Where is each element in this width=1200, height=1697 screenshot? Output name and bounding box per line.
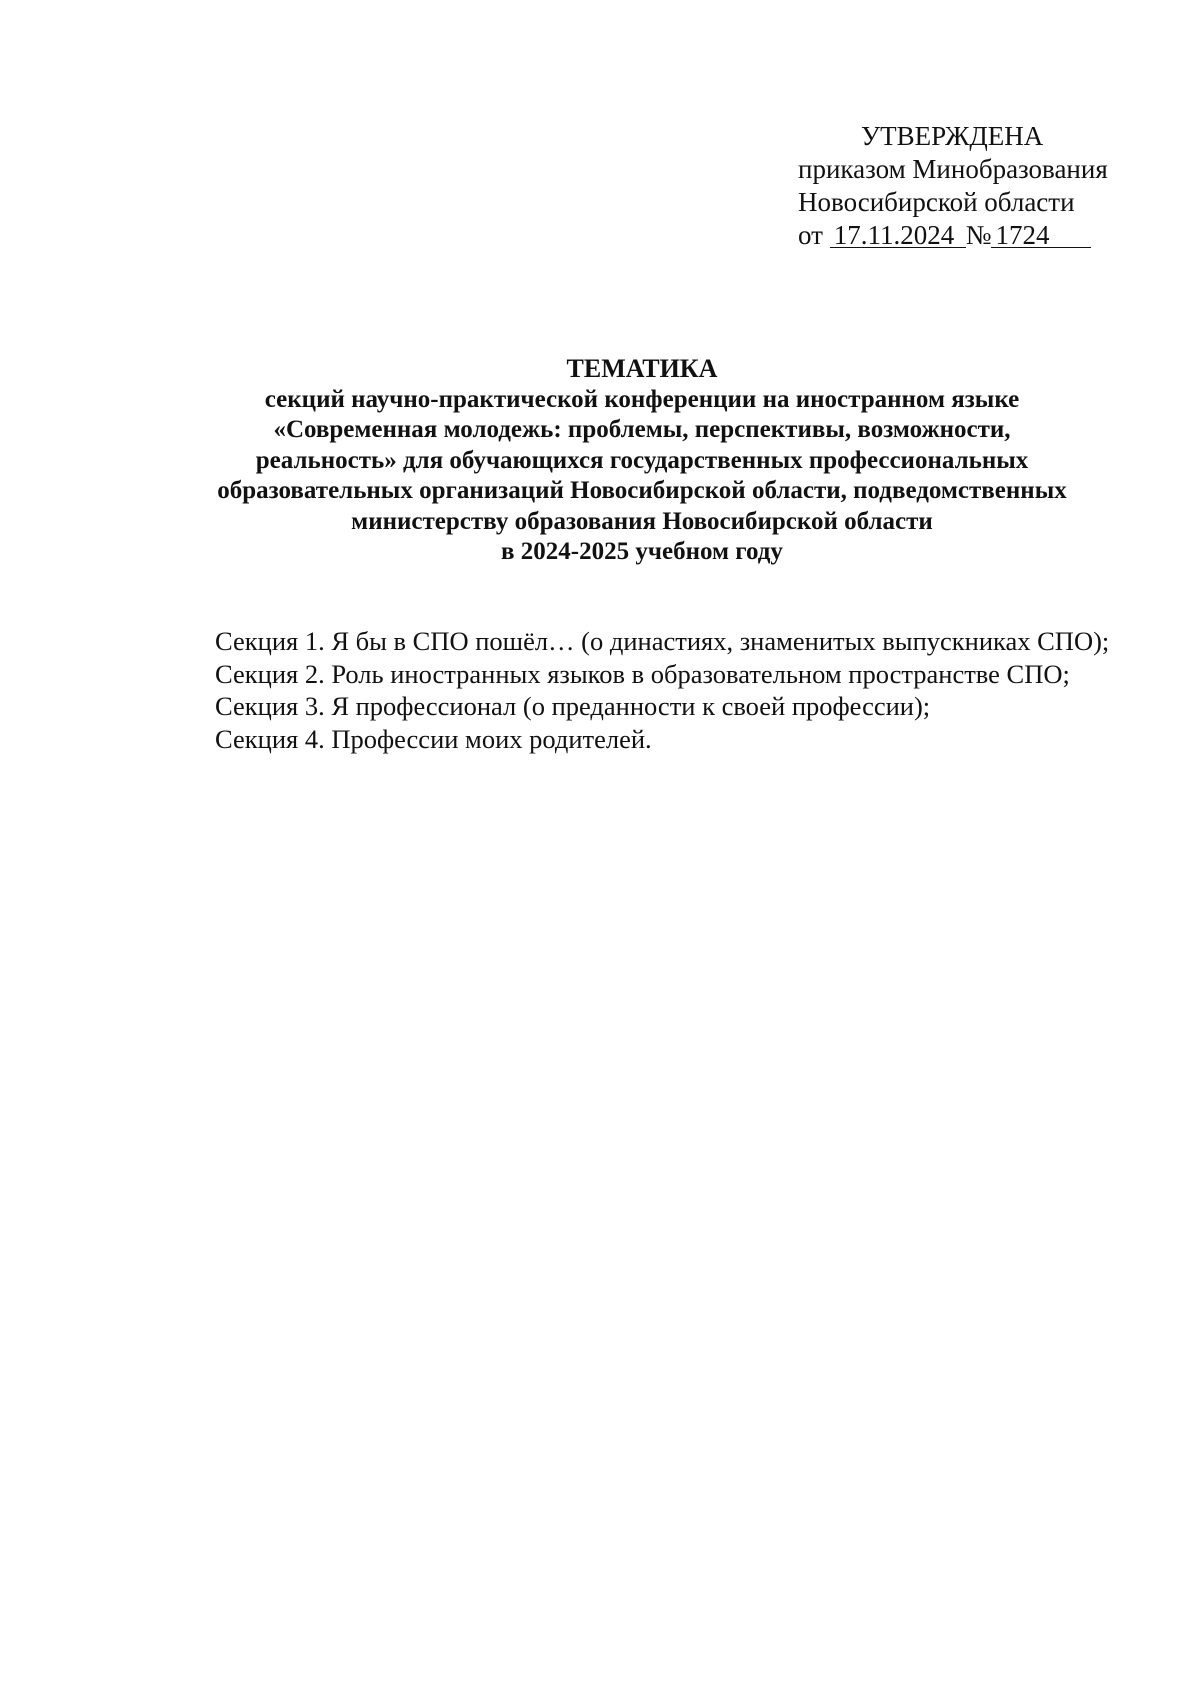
approval-number: 1724	[991, 223, 1091, 248]
approval-line-region: Новосибирской области	[798, 187, 1075, 217]
document-subtitle-line: секций научно-практической конференции на иностранном языке	[264, 385, 1020, 413]
document-subtitle-line: реальность» для обучающихся государственных профессиональных	[255, 446, 1029, 474]
approval-date-number	[798, 219, 1138, 252]
document-subtitle-line: образовательных организаций Новосибирской области, подведомственных	[217, 477, 1067, 504]
approval-line-order: приказом Минобразования	[798, 154, 1108, 184]
approval-from-label: от	[798, 220, 823, 250]
document-title-block	[120, 354, 1164, 568]
document-title: ТЕМАТИКА	[566, 354, 718, 383]
document-subtitle-line: министерству образования Новосибирской области	[351, 507, 933, 535]
approval-stamp-block	[798, 120, 1138, 252]
approval-date: 17.11.2024	[830, 223, 966, 248]
section-item: Секция 3. Я профессионал (о преданности к своей профессии);	[215, 691, 931, 721]
approval-heading: УТВЕРЖДЕНА	[861, 121, 1044, 151]
document-subtitle-line: «Современная молодежь: проблемы, перспективы, возможности,	[273, 416, 1011, 443]
approval-number-sign: №	[965, 220, 992, 250]
section-item: Секция 4. Профессии моих родителей.	[215, 723, 652, 754]
sections-list	[143, 625, 1132, 755]
section-item: Секция 2. Роль иностранных языков в образовательном пространстве СПО;	[215, 658, 1070, 689]
document-subtitle-line: в 2024-2025 учебном году	[501, 538, 783, 565]
section-item: Секция 1. Я бы в СПО пошёл… (о династиях, знаменитых выпускниках СПО);	[215, 626, 1110, 656]
